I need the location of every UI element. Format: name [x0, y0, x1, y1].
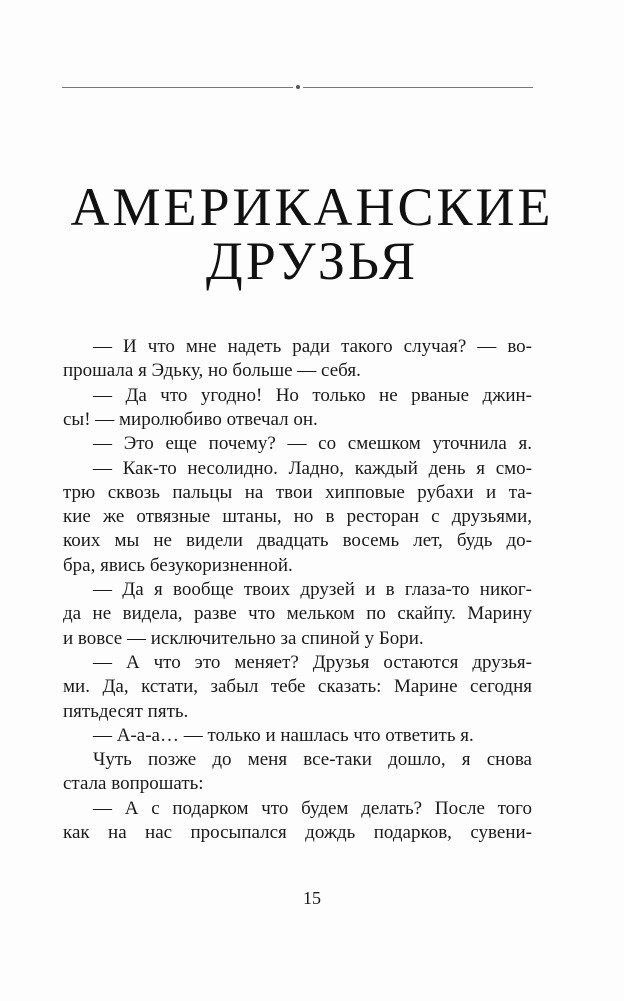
text-line [63, 797, 532, 821]
text-line [63, 335, 532, 359]
text-line-content: и вовсе — исключительно за спиной у Бори. [63, 627, 424, 649]
text-line-content: как на нас просыпался дождь подарков, сувени- [63, 822, 532, 843]
top-rule-ornament [296, 85, 300, 89]
text-line [63, 651, 532, 675]
text-line-content: — Да что угодно! Но только не рваные джин- [93, 384, 532, 406]
text-line [63, 505, 532, 529]
text-line-content: — И что мне надеть ради такого случая? — во- [93, 336, 532, 357]
text-line [63, 724, 532, 748]
text-line [63, 627, 532, 651]
text-line [63, 578, 532, 602]
text-line [63, 384, 532, 408]
text-line-content: трю сквозь пальцы на твои хипповые рубахи и та- [63, 481, 532, 503]
page-number: 15 [303, 888, 321, 908]
text-line-content: — А-а-а… — только и нашлась что ответить я. [93, 724, 474, 746]
text-line-content: ми. Да, кстати, забыл тебе сказать: Марине сегодня [63, 676, 532, 698]
text-line [63, 675, 532, 699]
text-line-content: сы! — миролюбиво отвечал он. [63, 408, 318, 430]
text-line-content: Чуть позже до меня все-таки дошло, я снова [93, 749, 532, 771]
chapter-title-line-1: АМЕРИКАНСКИЕ [70, 177, 554, 237]
text-line [63, 481, 532, 505]
text-line-content: — Это еще почему? — со смешком уточнила я. [93, 433, 532, 455]
text-line [63, 457, 532, 481]
text-line [63, 700, 532, 724]
text-line-content: коих мы не видели двадцать восемь лет, будь до- [63, 530, 532, 552]
text-line-content: бра, явись безукоризненной. [63, 554, 293, 576]
text-line-content: — Как-то несолидно. Ладно, каждый день я смо- [93, 457, 532, 479]
text-line [63, 554, 532, 578]
text-line [63, 408, 532, 432]
text-line-content: — А с подарком что будем делать? После того [93, 797, 532, 819]
top-rule-right [303, 87, 533, 88]
text-line-content: прошала я Эдьку, но больше — себя. [63, 360, 361, 382]
text-line [63, 529, 532, 553]
text-line-content: — А что это меняет? Друзья остаются друзья- [93, 651, 532, 673]
text-line-content: стала вопрошать: [63, 773, 204, 795]
text-line-content: кие же отвязные штаны, но в ресторан с друзьями, [63, 506, 532, 528]
text-line [63, 432, 532, 456]
chapter-title-line-2: ДРУЗЬЯ [205, 231, 419, 291]
text-line-content: — Да я вообще твоих друзей и в глаза-то никог- [93, 579, 532, 600]
text-line [63, 748, 532, 772]
top-rule-left [62, 87, 293, 88]
text-line-content: пятьдесят пять. [63, 700, 189, 722]
text-line [63, 602, 532, 626]
text-line [63, 359, 532, 383]
text-line [63, 772, 532, 796]
text-line-content: да не видела, разве что мельком по скайпу. Марину [63, 603, 532, 625]
text-line [63, 821, 532, 845]
